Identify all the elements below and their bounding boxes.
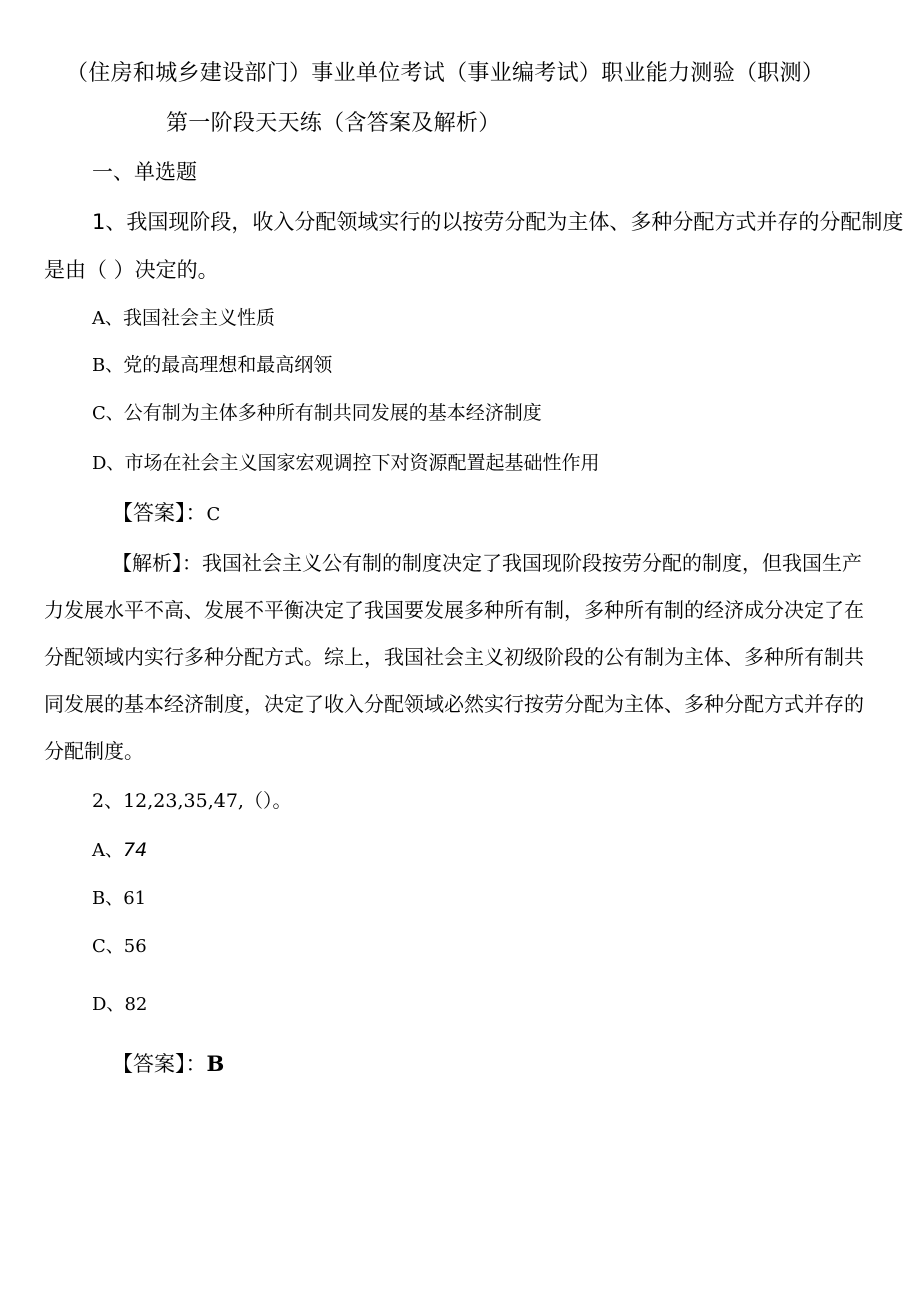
option-letter: B、 [92,888,124,909]
question1-option-c [92,399,542,428]
question2-answer [112,1050,224,1078]
option-letter: C、 [92,936,124,957]
question1-option-a [92,304,275,333]
question2-option-d [92,990,147,1019]
option-text: 74 [123,839,148,861]
question1-explanation-line4: 同发展的基本经济制度，决定了收入分配领域必然实行按劳分配为主体、多种分配方式并存的 [44,692,864,716]
question2-option-a [92,836,147,865]
option-text: 56 [123,936,147,957]
document-title-line2: 第一阶段天天练（含答案及解析） [166,111,501,136]
answer-value: C [206,504,221,525]
question1-option-b [92,351,332,380]
section-heading: 一、单选题 [92,160,197,184]
answer-label: 【答案】： [112,1052,207,1076]
option-text: 82 [124,994,148,1015]
option-text: 市场在社会主义国家宏观调控下对资源配置起基础性作用 [124,452,600,474]
document-title-line1: （住房和城乡建设部门）事业单位考试（事业编考试）职业能力测验（职测） [66,61,825,86]
question1-answer [112,499,220,529]
question1-option-d [92,449,599,478]
question1-explanation-line2: 力发展水平不高、发展不平衡决定了我国要发展多种所有制，多种所有制的经济成分决定了在 [44,598,864,622]
answer-label: 【答案】： [112,501,207,525]
option-letter: B、 [92,355,124,376]
question1-explanation-line3: 分配领域内实行多种分配方式。综上，我国社会主义初级阶段的公有制为主体、多种所有制共 [44,645,864,669]
option-letter: A、 [92,308,123,329]
question2-stem: 2、12,23,35,47,（）。 [92,790,292,812]
question1-stem-line2: 是由（ ）决定的。 [44,258,219,282]
option-letter: C、 [92,403,124,424]
question1-explanation-line5: 分配制度。 [44,739,144,763]
option-text: 公有制为主体多种所有制共同发展的基本经济制度 [123,402,542,424]
option-text: 我国社会主义性质 [123,307,276,329]
option-letter: D、 [92,994,125,1015]
question2-option-c [92,932,147,961]
option-text: 党的最高理想和最高纲领 [123,354,333,376]
question1-stem-line1: 1、我国现阶段，收入分配领域实行的以按劳分配为主体、多种分配方式并存的分配制度 [92,210,904,234]
question2-option-b [92,884,146,913]
option-text: 61 [123,888,147,909]
answer-value: B [206,1051,225,1076]
question1-explanation-line1: 【解析】：我国社会主义公有制的制度决定了我国现阶段按劳分配的制度，但我国生产 [112,551,862,575]
option-letter: A、 [92,840,123,861]
option-letter: D、 [92,453,125,474]
